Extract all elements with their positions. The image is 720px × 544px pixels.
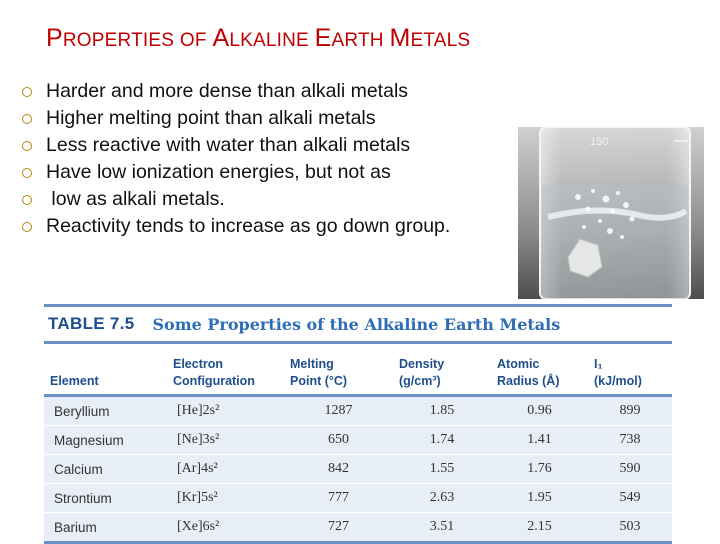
cell-ionization-energy: 590 <box>588 455 672 484</box>
beaker-illustration <box>518 127 704 299</box>
title-letter: E <box>314 24 332 52</box>
cell-density: 1.74 <box>393 426 491 455</box>
bullet-item <box>22 105 450 132</box>
properties-table <box>44 344 672 544</box>
beaker-mark: 150 <box>590 136 609 148</box>
header-line-1: Atomic <box>497 357 540 371</box>
table-caption: Some Properties of the Alkaline Earth Metals <box>152 314 561 334</box>
beaker-photo <box>518 127 704 299</box>
cell-configuration: [Ne]3s² <box>167 426 284 455</box>
cell-configuration: [Xe]6s² <box>167 513 284 543</box>
cell-melting-point: 727 <box>284 513 393 543</box>
bullet-text: Higher melting point than alkali metals <box>46 107 376 129</box>
circle-bullet-icon <box>22 141 32 151</box>
table-row <box>44 455 672 484</box>
table-title-bar <box>44 304 672 344</box>
bullet-item <box>22 132 450 159</box>
column-header-ionization-energy <box>588 344 672 396</box>
cell-melting-point: 777 <box>284 484 393 513</box>
bullet-item <box>22 186 450 213</box>
cell-element: Strontium <box>44 484 167 513</box>
properties-table-block <box>44 304 672 544</box>
bullet-item <box>22 78 450 105</box>
cell-ionization-energy: 899 <box>588 396 672 426</box>
circle-bullet-icon <box>22 168 32 178</box>
title-letter: M <box>389 24 411 52</box>
cell-atomic-radius: 2.15 <box>491 513 588 543</box>
cell-density: 1.55 <box>393 455 491 484</box>
cell-melting-point: 650 <box>284 426 393 455</box>
cell-element: Barium <box>44 513 167 543</box>
table-row <box>44 513 672 543</box>
title-word: OF <box>179 30 207 51</box>
cell-configuration: [He]2s² <box>167 396 284 426</box>
bullet-list <box>22 78 450 240</box>
circle-bullet-icon <box>22 195 32 205</box>
header-line-1: Density <box>399 357 445 371</box>
header-line-2: Configuration <box>173 374 255 388</box>
cell-ionization-energy: 503 <box>588 513 672 543</box>
bullet-text: Less reactive with water than alkali metals <box>46 134 411 156</box>
column-header-atomic-radius <box>491 344 588 396</box>
bullet-text: Harder and more dense than alkali metals <box>46 80 409 102</box>
title-word: ROPERTIES <box>62 30 175 51</box>
column-header-density <box>393 344 491 396</box>
bullet-text: low as alkali metals. <box>46 188 225 210</box>
cell-melting-point: 842 <box>284 455 393 484</box>
header-line-1: Electron <box>173 357 224 371</box>
header-line-2: (kJ/mol) <box>594 374 642 388</box>
bullet-text: Have low ionization energies, but not as <box>46 161 391 183</box>
cell-atomic-radius: 0.96 <box>491 396 588 426</box>
header-line-2: (g/cm³) <box>399 374 441 388</box>
cell-element: Beryllium <box>44 396 167 426</box>
bullet-item <box>22 213 450 240</box>
cell-density: 3.51 <box>393 513 491 543</box>
cell-configuration: [Kr]5s² <box>167 484 284 513</box>
bullet-item <box>22 159 450 186</box>
cell-ionization-energy: 549 <box>588 484 672 513</box>
cell-atomic-radius: 1.41 <box>491 426 588 455</box>
header-line-2: Radius (Å) <box>497 374 560 388</box>
table-row <box>44 484 672 513</box>
cell-melting-point: 1287 <box>284 396 393 426</box>
table-header-row <box>44 344 672 396</box>
cell-density: 1.85 <box>393 396 491 426</box>
circle-bullet-icon <box>22 222 32 232</box>
column-header-element <box>44 344 167 396</box>
title-word: ETALS <box>410 30 471 51</box>
cell-density: 2.63 <box>393 484 491 513</box>
header-line-1: Melting <box>290 357 334 371</box>
water <box>542 185 688 299</box>
slide-title <box>46 24 470 53</box>
circle-bullet-icon <box>22 114 32 124</box>
cell-element: Calcium <box>44 455 167 484</box>
table-row <box>44 426 672 455</box>
header-line-2: Element <box>50 374 99 388</box>
cell-atomic-radius: 1.76 <box>491 455 588 484</box>
column-header-melting-point <box>284 344 393 396</box>
title-letter: P <box>46 24 63 52</box>
bullet-text: Reactivity tends to increase as go down group. <box>46 215 451 237</box>
title-word: LKALINE <box>229 30 309 51</box>
title-word: ARTH <box>331 30 384 51</box>
cell-atomic-radius: 1.95 <box>491 484 588 513</box>
table-number: TABLE 7.5 <box>48 314 135 333</box>
table-row <box>44 396 672 426</box>
circle-bullet-icon <box>22 87 32 97</box>
column-header-configuration <box>167 344 284 396</box>
title-letter: A <box>212 24 230 52</box>
cell-ionization-energy: 738 <box>588 426 672 455</box>
header-line-1: I₁ <box>594 357 603 371</box>
cell-configuration: [Ar]4s² <box>167 455 284 484</box>
header-line-2: Point (°C) <box>290 374 348 388</box>
cell-element: Magnesium <box>44 426 167 455</box>
